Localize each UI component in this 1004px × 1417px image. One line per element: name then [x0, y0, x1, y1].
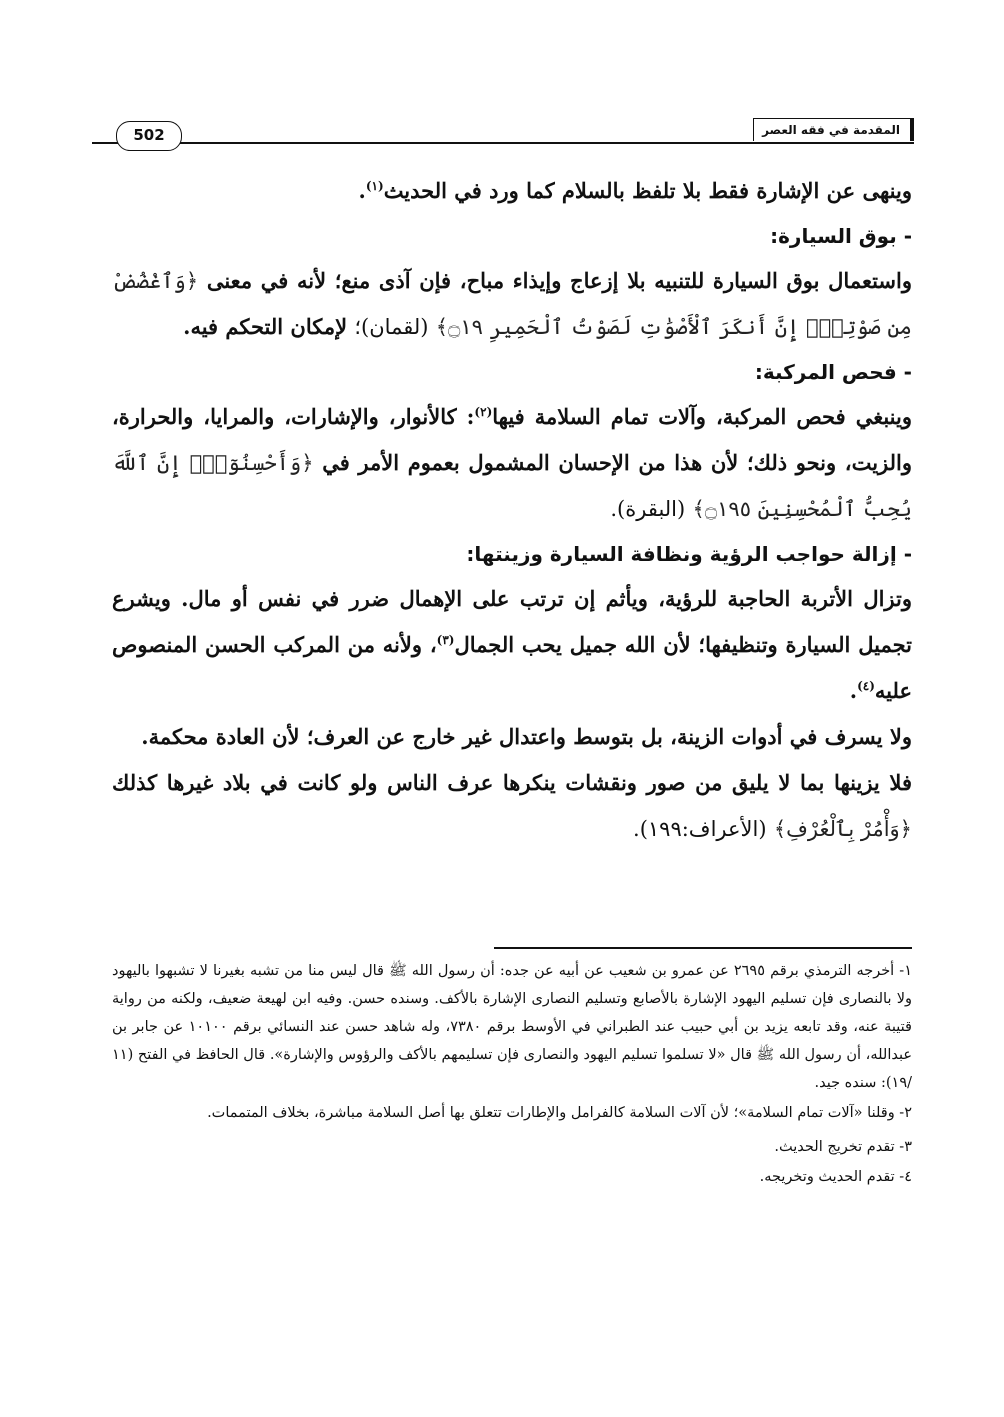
footnote-ref-2: (٢) [474, 405, 493, 419]
paragraph-4 [112, 576, 912, 714]
surah-ref-luqman: (لقمان)؛ [354, 315, 429, 339]
surah-ref-araf: (الأعراف:١٩٩). [633, 817, 767, 841]
footnote-ref-1: (١) [365, 179, 384, 193]
page-header [92, 112, 914, 144]
book-title: المقدمة في فقه العصر [753, 118, 914, 141]
surah-ref-baqarah: (البقرة). [610, 497, 686, 521]
footnote-4: ٤- تقدم الحديث وتخريجه. [759, 1169, 912, 1185]
footnote-ref-4: (٤) [857, 679, 875, 693]
main-text [112, 168, 912, 852]
paragraph-1-text: وينهى عن الإشارة فقط بلا تلفظ بالسلام كما ورد في الحديث [383, 178, 912, 203]
footnote-1: ١- أخرجه الترمذي برقم ٢٦٩٥ عن عمرو بن شعيب عن أبيه عن جده: أن رسول الله ﷺ قال ليس منا من تشبه بغيرنا لا تشبهوا باليهود ولا بالنصارى فإن تسليم اليهود الإشارة بالأصابع وتسليم النصارى الإشارة بالأكف. وسنده حسن. وفيه ابن لهيعة ضعيف، ولكنه من رواية قتيبة عنه، وقد تابعه يزيد بن أبي حبيب عند الطبراني في الأوسط برقم ٧٣٨٠، وله شاهد حسن عند النسائي برقم ١٠١٠٠ عن جابر بن عبدالله، أن رسول الله ﷺ قال «لا تسلموا تسليم اليهود والنصارى فإن تسليمهم بالأكف والرؤوس والإشارة». قال الحافظ في الفتح (١١ /١٩): سنده جيد. [112, 963, 912, 1091]
paragraph-2-text-b: لإمكان التحكم فيه. [183, 314, 348, 339]
heading-visibility-cleanliness: - إزالة حواجب الرؤية ونظافة السيارة وزينتها: [466, 542, 912, 566]
quran-verse-baqarah: ﴿وَأَحْسِنُوٓاْۚ إِنَّ ٱللَّهَ يُحِبُّ ٱلْمُحْسِنِينَ ۝١٩٥﴾ [112, 451, 912, 521]
paragraph-1-end: . [358, 178, 366, 203]
paragraph-2 [112, 258, 912, 350]
footnote-separator [494, 947, 912, 949]
paragraph-3-text-a: وينبغي فحص المركبة، وآلات تمام السلامة فيها [492, 404, 912, 429]
paragraph-2-text-a: واستعمال بوق السيارة للتنبيه بلا إزعاج وإيذاء مباح، فإن آذى منع؛ لأنه في معنى [206, 268, 912, 293]
quran-verse-araf: ﴿وَأْمُرْ بِٱلْعُرْفِ﴾ [773, 817, 912, 841]
paragraph-4-text-b: ، ولأنه من المركب الحسن المنصوص عليه [112, 632, 912, 703]
paragraph-1 [112, 168, 912, 214]
quran-verse-luqman: ﴿وَٱغْضُضْ مِن صَوْتِكَۚ إِنَّ أَنكَرَ ٱلْأَصْوَٰتِ لَصَوْتُ ٱلْحَمِيرِ ۝١٩﴾ [112, 269, 912, 339]
heading-car-horn: - بوق السيارة: [770, 224, 912, 248]
paragraph-6-text: فلا يزينها بما لا يليق من صور ونقشات ينكرها عرف الناس ولو كانت في بلاد غيرها كذلك [112, 770, 912, 795]
header-rule [92, 142, 914, 144]
footnote-2: ٢- وقلنا «آلات تمام السلامة»؛ لأن آلات السلامة كالفرامل والإطارات تتعلق بها أصل السلامة مباشرة، بخلاف المتممات. [207, 1105, 912, 1121]
page-number: 502 [116, 121, 182, 151]
footnote-3: ٣- تقدم تخريج الحديث. [774, 1139, 912, 1155]
paragraph-5: ولا يسرف في أدوات الزينة، بل بتوسط واعتدال غير خارج عن العرف؛ لأن العادة محكمة. [141, 724, 912, 749]
paragraph-3-text-b: : كالأنوار، والإشارات، والمرايا، والحرارة، والزيت، ونحو ذلك؛ لأن هذا من الإحسان المشمول بعموم الأمر في [112, 404, 912, 475]
paragraph-4-end: . [849, 678, 858, 703]
heading-vehicle-check: - فحص المركبة: [754, 360, 912, 384]
paragraph-3 [112, 394, 912, 532]
footnote-ref-3: (٣) [436, 633, 455, 647]
footnotes [112, 957, 912, 1191]
paragraph-6 [112, 760, 912, 852]
paragraph-4-text-a: وتزال الأتربة الحاجبة للرؤية، ويأثم إن ترتب على الإهمال ضرر في نفس أو مال. ويشرع تجميل السيارة وتنظيفها؛ لأن الله جميل يحب الجمال [112, 586, 912, 657]
